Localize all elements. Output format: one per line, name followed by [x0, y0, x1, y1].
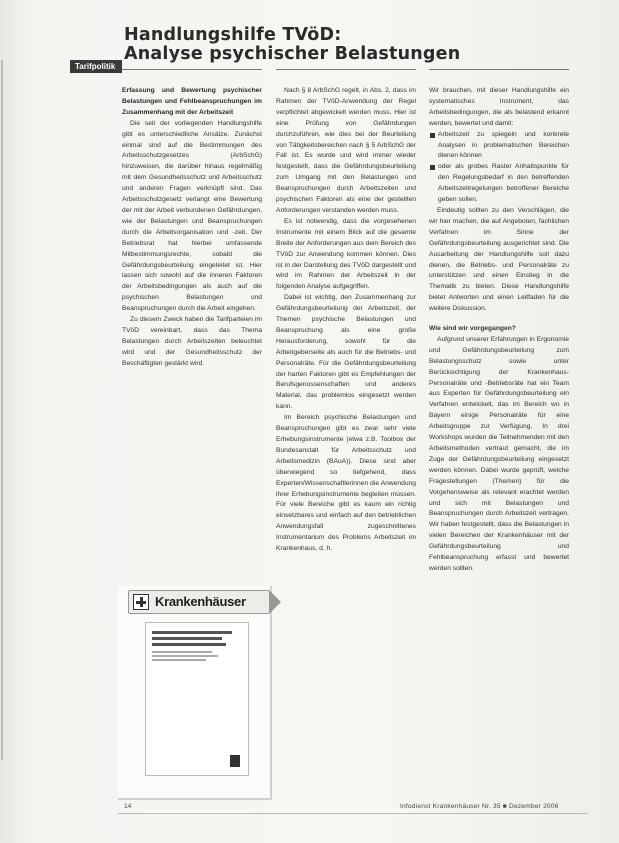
text-column-1: [122, 86, 262, 566]
text-column-2: [276, 86, 416, 769]
bullet-list: [429, 130, 569, 206]
paragraph: Im Bereich psychische Belastungen und Beanspruchungen gibt es zwar sehr viele Erhebungsinstrumente (etwa z.B. Toolbox der Bundesanstalt für Arbeitsschutz und Arbeitsmedizin (BAuA)). Diese sind aber überwiegend so tiefgehend, dass Experten/Wissenschaftlerinnen die Anwendung ihrer Erhebungsinstrumente begleiten müssen. Für viele Bereiche gibt es kaum ein richtig einsetzbares und einfach auf den betrieblichen Anwendungsfall zugeschnittenes Instrumentarium des Problems Arbeitszeit im Krankenhaus, d. h.: [276, 414, 416, 553]
column-rule-3: [429, 69, 569, 70]
list-item: oder als grobes Raster Anhaltspunkte für den Regelungsbedarf in den betreffenden Arbeitszeitregelungen betroffener Bereiche geben sollen.: [438, 162, 569, 206]
column-rule-2: [276, 69, 416, 70]
list-item: Arbeitszeit zu spiegeln und konkrete Analysen in problematischen Bereichen dienen können: [438, 130, 569, 163]
sign-label: Krankenhäuser: [155, 594, 246, 609]
paragraph: Nach § 8 ArbSchG regelt, in Abs. 2, dass im Rahmen der TVöD-Anwendung der Regel verpflichtet abgewickelt werden muss. Hier ist eine Prüfung von Gefährdungen durchzuführen, wie dies bei der Beurteilung von Tätigkeitsbereichen nach § 5 ArbSchG der Fall ist. Es wurde und wird immer wieder festgestellt, dass die Gefährdungsbeurteilung zum Umgang mit den Belastungen und Beanspruchungen durch Arbeitszeiten und psychischen Faktoren als eine der gestellten Anforderungen verstanden werden muss.: [276, 87, 416, 214]
title-line-2: Analyse psychischer Belastungen: [124, 44, 461, 64]
paragraph: Dabei ist wichtig, den Zusammenhang zur Gefährdungsbeurteilung der Arbeitszeit, der Themen psychische Belastungen und Beanspruchung als eine große Herausforderung, sowohl für die Arbeitgeberseite als auch für die Betriebs- und Personalräte. Für die Gefährdungsbeurteilung der harten Faktoren gibt es Empfehlungen der Berufsgenossenschaften und anderes Material, das problemlos eingesetzt werden kann.: [276, 294, 416, 411]
title-line-1: Handlungshilfe TVöD:: [124, 25, 342, 45]
paragraph: Wir brauchen, mit dieser Handlungshilfe ein systematisches Instrument, das Arbeitsbedingungen, die als belastend erkannt werden, bewertet und damit:: [429, 87, 569, 127]
paragraph: Eindeutig sollten zu den Verschlägen, die wir hier machen, die auf Angeboten, fachlichen Verfahren im Sinne der Gefährdungsbeurteilung ausgerichtet sind. Die Ausarbeitung der Handlungshilfe soll dazu dienen, die Betriebs- und Personalräte zu unterstützen und einen Einstieg in die Thematik zu bieten. Diese Handlungshilfe bietet Antworten und einen Leitfaden für die weitere Diskussion.: [429, 206, 569, 313]
publisher-logo-icon: [230, 755, 240, 767]
article-title: [124, 26, 594, 64]
brochure-cover-image: [145, 622, 249, 776]
column-lead: Erfassung und Bewertung psychischer Belastungen und Fehlbeanspruchungen im Zusammenhang mit der Arbeitszeit: [122, 87, 262, 116]
subheading: Wie sind wir vorgegangen?: [429, 325, 516, 333]
footer-rule: [118, 813, 588, 814]
column-rule-1: [122, 69, 262, 70]
page-edge-shadow: [1, 60, 3, 760]
publication-footer: Infodienst Krankenhäuser Nr. 35 ■ Dezember 2006: [400, 803, 559, 810]
page-number: 14: [124, 803, 132, 810]
section-tab: Tarifpolitik: [70, 60, 122, 73]
red-cross-icon: [133, 594, 149, 610]
hospital-sign: [128, 590, 270, 614]
brochure-figure: [118, 586, 272, 800]
sign-arrow-icon: [269, 590, 281, 614]
paragraph: Es ist notwendig, dass die vorgesehenen Instrumente mit einem Blick auf die gesamte Breite der Anforderungen aus dem Bereich des TVöD zur Anwendung kommen können. Dies ist in der Darstellung des TVöD dargestellt und wird im Rahmen der Arbeitszeit in der folgenden Analyse aufgegriffen.: [276, 217, 416, 291]
paragraph: Die seit der vorliegenden Handlungshilfe gibt es unterschiedliche Ansätze. Zunächst einmal sind auf die Bestimmungen des Arbeitsschutzgesetzes (ArbSchG) hinzuweisen, die darüber hinaus regelmäßig mit dem Gesundheitsschutz und Arbeitsschutz und anderen Fragen verknüpft sind. Das Arbeitsschutzgesetz verlangt eine Bewertung der mit der Arbeit verbundenen Gefährdungen, wie der Belastungen und Beanspruchungen durch die Arbeitsorganisation und -zeit. Der Betriebsrat hat hierbei umfassende Mitbestimmungsrechte, sobald die Gefährdungsbeurteilung eingeleitet ist. Hier lassen sich sowohl auf die inneren Faktoren der Arbeitsbedingungen als auch auf die psychischen Belastungen und Beanspruchungen durch die Arbeit eingehen.: [122, 119, 262, 313]
paragraph: Zu diesem Zweck haben die Tarifparteien im TVöD vereinbart, dass das Thema Belastungen durch Arbeitszeiten beleuchtet wird und der Gesundheitsschutz der Beschäftigten gestärkt wird.: [122, 316, 262, 367]
paragraph: Aufgrund unserer Erfahrungen in Ergonomie und Gefährdungsbeurteilung zum Belastungsschutz sowie unter Berücksichtigung der Krankenhaus-Personalräte und -Betriebsräte hat ein Team aus Experten für Gefährdungsbeurteilung ein Verfahren entwickelt, das im Bereich wo in Bayern einige Personalräte für eine Arbeitsgruppe zur Verfügung. In drei Workshops wurden die Teilnehmenden mit den Arbeitsmethoden vertraut gemacht, die im Zuge der Gefährdungsbeurteilung eingesetzt werden können. Dabei wurde geprüft, welche Fragestellungen (Themen) für die Vorgehensweise als relevant erachtet werden und sich mit Belastungen und Beanspruchungen durch Arbeitszeit vertragen. Wir haben festgestellt, dass die Belastungen in vielen Bereichen der Krankenhäuser mit der Gefährdungsbeurteilung und Fehlbeanspruchung erfasst und bewertet werden sollten.: [429, 335, 569, 572]
text-column-3: [429, 86, 569, 794]
